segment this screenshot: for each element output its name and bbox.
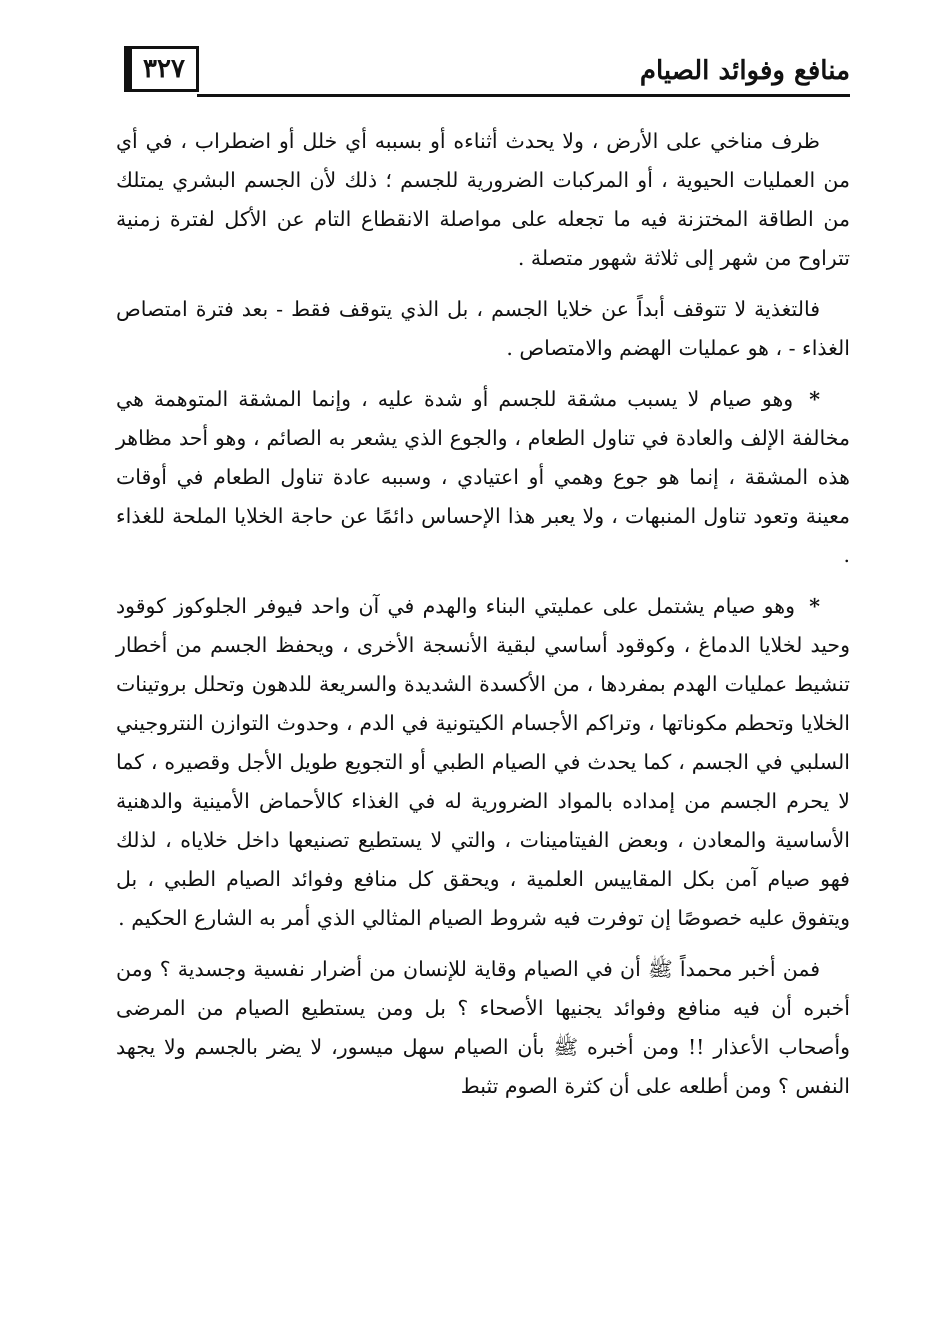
bullet-asterisk: *	[809, 387, 820, 411]
paragraph-3-text: وهو صيام لا يسبب مشقة للجسم أو شدة عليه ، وإنما المشقة المتوهمة هي مخالفة الإلف والعادة في تناول الطعام ، والجوع الذي يشعر به الصائم ، وهو أحد مظاهر هذه المشقة ، إنما هو جوع وهمي أو اعتيادي ، وسببه عادة تناول الطعام في أوقات معينة وتعود تناول المنبهات ، ولا يعبر هذا الإحساس دائمًا عن حاجة الخلايا الملحة للغذاء .	[116, 387, 850, 567]
bullet-asterisk: *	[809, 594, 820, 618]
page-number: ٣٢٧	[129, 46, 199, 92]
paragraph-4-text: وهو صيام يشتمل على عمليتي البناء والهدم في آن واحد فيوفر الجلوكوز كوقود وحيد لخلايا الدماغ ، وكوقود أساسي لبقية الأنسجة الأخرى ، ويحفظ الجسم من أخطار تنشيط عمليات الهدم بمفردها ، من الأكسدة الشديدة والسريعة للدهون وتحلل بروتينات الخلايا وتحطم مكوناتها ، وتراكم الأجسام الكيتونية في الدم ، وحدوث التوازن النتروجيني السلبي في الجسم ، كما يحدث في الصيام الطبي أو التجويع طويل الأجل وقصيره ، كما لا يحرم الجسم من إمداده بالمواد الضرورية له في الغذاء كالأحماض الأمينية والدهنية الأساسية والمعادن ، وبعض الفيتامينات ، والتي لا يستطيع تصنيعها داخل خلاياه ، لذلك فهو صيام آمن بكل المقاييس العلمية ، ويحقق كل منافع وفوائد الصيام الطبي ، بل ويتفوق عليه خصوصًا إن توفرت فيه شروط الصيام المثالي الذي أمر به الشارع الحكيم .	[116, 594, 850, 930]
paragraph-1-text: ظرف مناخي على الأرض ، ولا يحدث أثناءه أو بسببه أي خلل أو اضطراب ، في أي من العمليات الحيوية ، أو المركبات الضرورية للجسم ؛ ذلك لأن الجسم البشري يمتلك من الطاقة المختزنة فيه ما تجعله على مواصلة الانقطاع التام عن الأكل لفترة زمنية تتراوح من شهر إلى ثلاثة شهور متصلة .	[116, 129, 850, 270]
paragraph-5-text: فمن أخبر محمداً ﷺ أن في الصيام وقاية للإنسان من أضرار نفسية وجسدية ؟ ومن أخبره أن فيه منافع وفوائد يجنيها الأصحاء ؟ بل ومن يستطيع الصيام من المرضى وأصحاب الأعذار !! ومن أخبره ﷺ بأن الصيام سهل ميسور، لا يضر بالجسم ولا يجهد النفس ؟ ومن أطلعه على أن كثرة الصوم تثبط	[116, 957, 850, 1098]
paragraph-2	[116, 290, 850, 368]
paragraph-2-text: فالتغذية لا تتوقف أبداً عن خلايا الجسم ، بل الذي يتوقف فقط - بعد فترة امتصاص الغذاء - ، هو عمليات الهضم والامتصاص .	[116, 297, 850, 360]
paragraph-4	[116, 587, 850, 938]
page-header	[125, 40, 850, 104]
header-rule	[197, 94, 850, 97]
paragraph-1	[116, 122, 850, 278]
running-title: منافع وفوائد الصيام	[639, 56, 850, 86]
paragraph-5	[116, 950, 850, 1106]
paragraph-3	[116, 380, 850, 575]
body-text	[116, 122, 850, 1106]
